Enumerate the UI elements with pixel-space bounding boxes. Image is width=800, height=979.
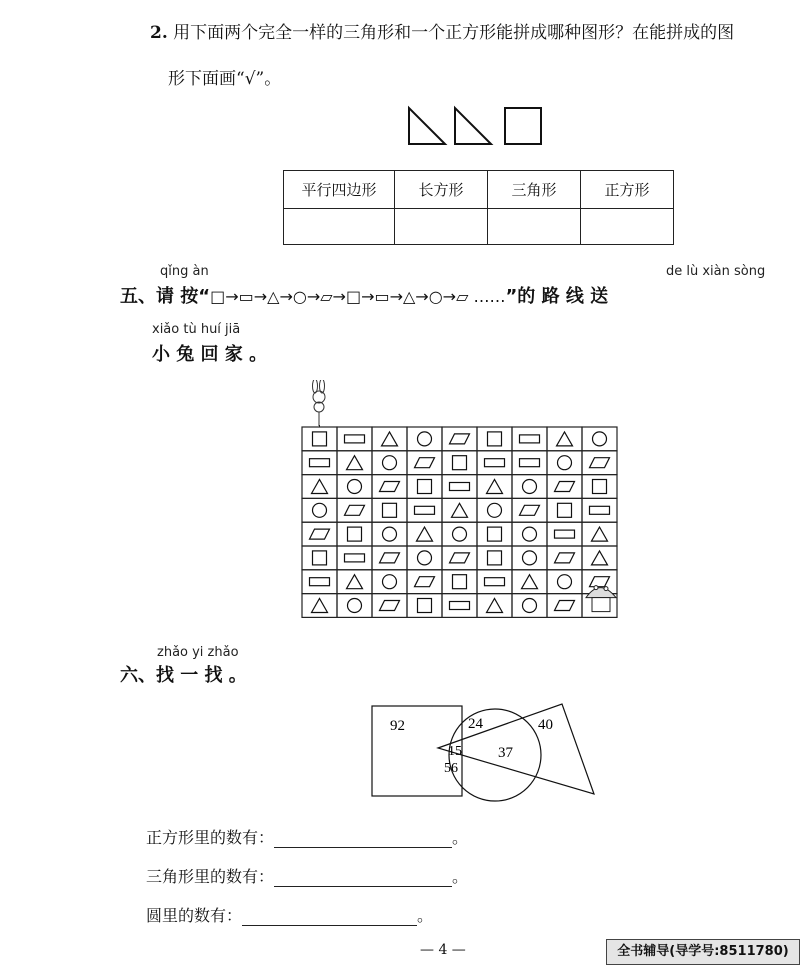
rectangle-shape-mark <box>485 578 505 586</box>
triangle-shape-2 <box>455 108 491 144</box>
header-parallelogram: 平行四边形 <box>284 171 395 209</box>
parallelogram-shape-mark <box>450 434 470 444</box>
maze-cell <box>477 522 512 546</box>
maze-cell <box>547 451 582 475</box>
parallelogram-shape-mark <box>310 529 330 539</box>
rectangle-shape-mark <box>520 459 540 467</box>
maze-cell <box>337 570 372 594</box>
maze-cell <box>372 594 407 618</box>
answer-circle-blank[interactable] <box>242 907 417 926</box>
maze-cell <box>407 570 442 594</box>
maze-cell <box>302 451 337 475</box>
maze-cell <box>337 522 372 546</box>
maze-cell <box>512 570 547 594</box>
house-dot-icon <box>604 587 608 591</box>
maze-cell <box>407 475 442 499</box>
maze-cell <box>372 475 407 499</box>
rectangle-shape-mark <box>450 602 470 610</box>
venn-figure <box>368 700 598 804</box>
rectangle-shape-mark <box>310 578 330 586</box>
maze-cell <box>372 451 407 475</box>
maze-cell <box>407 451 442 475</box>
parallelogram-shape-mark <box>380 482 400 492</box>
circle-shape-mark <box>593 432 607 446</box>
circle-shape-mark <box>348 599 362 613</box>
maze-cell <box>442 522 477 546</box>
maze-cell <box>337 451 372 475</box>
triangle-shape-mark <box>592 527 608 541</box>
triangle-shape-mark <box>557 432 573 446</box>
parallelogram-shape-mark <box>590 577 610 587</box>
parallelogram-shape-mark <box>555 553 575 563</box>
maze-cell <box>407 546 442 570</box>
period-3: 。 <box>417 906 434 925</box>
maze-cell <box>407 427 442 451</box>
maze-cell <box>372 498 407 522</box>
q5-pinyin-right: de lù xiàn sòng <box>666 264 766 279</box>
parallelogram-shape-mark <box>590 458 610 468</box>
maze-cell <box>337 594 372 618</box>
triangle-shape-mark <box>382 432 398 446</box>
maze-cell <box>512 427 547 451</box>
maze-cell <box>477 546 512 570</box>
triangle-shape-mark <box>487 599 503 613</box>
parallelogram-shape-mark <box>345 505 365 515</box>
maze-cell <box>372 570 407 594</box>
answer-triangle-blank[interactable] <box>274 868 452 887</box>
square-shape-mark <box>488 432 502 446</box>
triangle-shape-mark <box>312 480 328 494</box>
maze-cell <box>302 427 337 451</box>
maze-cell <box>512 594 547 618</box>
answer-triangle-label: 三角形里的数有： <box>146 867 275 886</box>
q6-pinyin: zhǎo yi zhǎo <box>157 645 239 660</box>
triangle-shape-mark <box>347 575 363 589</box>
circle-shape-mark <box>453 527 467 541</box>
q5-line-1 <box>120 282 608 308</box>
q5-prefix: 五、请 按“ <box>120 286 211 307</box>
answer-cell-parallelogram[interactable] <box>284 209 395 245</box>
q5-sequence: □→▭→△→○→▱→□→▭→△→○→▱ …… <box>210 287 506 306</box>
triangle-shape-mark <box>522 575 538 589</box>
maze-cell <box>442 475 477 499</box>
maze-cell <box>547 594 582 618</box>
house-body-icon <box>592 598 610 612</box>
answer-square-label: 正方形里的数有： <box>146 828 275 847</box>
maze-cell <box>512 522 547 546</box>
maze-cell <box>302 594 337 618</box>
square-shape-mark <box>348 527 362 541</box>
maze-cell <box>582 451 617 475</box>
parallelogram-shape-mark <box>380 553 400 563</box>
parallelogram-shape-mark <box>450 553 470 563</box>
maze-cell <box>582 498 617 522</box>
circle-shape-mark <box>523 480 537 494</box>
q5-line-2: 小 兔 回 家 。 <box>152 344 268 365</box>
rectangle-shape-mark <box>345 554 365 562</box>
maze-cell <box>302 546 337 570</box>
parallelogram-shape-mark <box>555 601 575 611</box>
q2-line-1 <box>150 18 734 43</box>
maze-cell <box>442 427 477 451</box>
num-56: 56 <box>444 761 458 776</box>
header-rectangle: 长方形 <box>395 171 488 209</box>
circle-shape-mark <box>313 503 327 517</box>
q5-pinyin-2: xiǎo tù huí jiā <box>152 322 241 337</box>
maze-cell <box>372 427 407 451</box>
circle-shape-mark <box>488 503 502 517</box>
maze-cell <box>337 546 372 570</box>
answer-cell-triangle[interactable] <box>488 209 581 245</box>
maze-cell <box>582 522 617 546</box>
circle-shape-mark <box>523 551 537 565</box>
q2-answer-table <box>283 170 674 245</box>
period-1: 。 <box>452 828 469 847</box>
num-92: 92 <box>390 718 405 734</box>
maze-cell <box>547 427 582 451</box>
circle-shape-mark <box>558 575 572 589</box>
triangle-shape-mark <box>452 503 468 517</box>
maze-cell <box>372 522 407 546</box>
parallelogram-shape-mark <box>520 505 540 515</box>
answer-square-line <box>146 825 468 848</box>
maze-cell <box>302 570 337 594</box>
circle-shape-mark <box>523 527 537 541</box>
circle-shape-mark <box>418 551 432 565</box>
q5-suffix: ”的 路 线 送 <box>505 286 609 307</box>
square-shape <box>505 108 541 144</box>
maze-cell <box>582 546 617 570</box>
maze-cell <box>512 475 547 499</box>
answer-cell-rectangle[interactable] <box>395 209 488 245</box>
circle-shape-mark <box>383 575 397 589</box>
maze-cell <box>442 570 477 594</box>
rectangle-shape-mark <box>485 459 505 467</box>
maze-cell <box>582 475 617 499</box>
circle-shape-mark <box>418 432 432 446</box>
header-triangle: 三角形 <box>488 171 581 209</box>
square-shape-mark <box>313 551 327 565</box>
triangle-shape-1 <box>409 108 445 144</box>
maze-cell <box>512 546 547 570</box>
square-shape-mark <box>313 432 327 446</box>
rectangle-shape-mark <box>590 506 610 514</box>
triangle-shape-mark <box>487 480 503 494</box>
maze-cell <box>547 546 582 570</box>
square-shape-mark <box>488 551 502 565</box>
rectangle-shape-mark <box>310 459 330 467</box>
q5-pinyin-left: qǐng àn <box>160 264 209 279</box>
maze-cell <box>372 546 407 570</box>
circle-shape-mark <box>348 480 362 494</box>
parallelogram-shape-mark <box>415 577 435 587</box>
maze-cell <box>337 498 372 522</box>
square-shape-mark <box>453 575 467 589</box>
house-roof-icon <box>586 588 616 598</box>
square-shape-mark <box>383 503 397 517</box>
maze-cell <box>477 570 512 594</box>
q2-shapes <box>405 104 545 148</box>
maze-cell <box>337 475 372 499</box>
q6-title: 六、找 一 找 。 <box>120 665 247 686</box>
house-dot-icon <box>594 586 598 590</box>
rectangle-shape-mark <box>345 435 365 443</box>
circle-shape-mark <box>523 599 537 613</box>
parallelogram-shape-mark <box>415 458 435 468</box>
square-shape-mark <box>453 456 467 470</box>
maze-cell <box>477 451 512 475</box>
num-15: 15 <box>448 744 462 759</box>
square-shape-mark <box>418 480 432 494</box>
num-40: 40 <box>538 717 553 733</box>
maze-grid <box>300 425 640 625</box>
rabbit-icon <box>303 380 333 428</box>
q2-text-2: 形下面画“√”。 <box>168 69 282 89</box>
square-shape-mark <box>418 599 432 613</box>
triangle-shape-mark <box>592 551 608 565</box>
answer-circle-line <box>146 903 433 926</box>
parallelogram-shape-mark <box>555 482 575 492</box>
rectangle-shape-mark <box>415 506 435 514</box>
answer-circle-label: 圆里的数有： <box>146 906 243 925</box>
maze-cell <box>477 427 512 451</box>
period-2: 。 <box>452 867 469 886</box>
maze-cell <box>337 427 372 451</box>
rectangle-shape-mark <box>520 435 540 443</box>
maze-cell <box>582 427 617 451</box>
maze-cell <box>407 594 442 618</box>
answer-square-blank[interactable] <box>274 829 452 848</box>
maze-cell <box>547 570 582 594</box>
maze-cell <box>547 475 582 499</box>
maze-cell <box>477 498 512 522</box>
maze-cell <box>512 498 547 522</box>
maze-cell <box>442 451 477 475</box>
triangle-shape-mark <box>347 456 363 470</box>
maze-cell <box>477 594 512 618</box>
rectangle-shape-mark <box>555 530 575 538</box>
square-shape-mark <box>558 503 572 517</box>
maze-cell <box>407 498 442 522</box>
circle-shape-mark <box>383 456 397 470</box>
q2-answer-row <box>284 209 674 245</box>
square-shape-mark <box>593 480 607 494</box>
maze-cell <box>547 522 582 546</box>
maze-cell <box>547 498 582 522</box>
q2-header-row <box>284 171 674 209</box>
page-number: — 4 — <box>420 942 466 958</box>
rectangle-shape-mark <box>450 483 470 491</box>
q2-text-1: 用下面两个完全一样的三角形和一个正方形能拼成哪种图形？在能拼成的图 <box>173 23 735 43</box>
circle-shape-mark <box>558 456 572 470</box>
answer-triangle-line <box>146 864 468 887</box>
num-37: 37 <box>498 745 513 761</box>
triangle-shape-mark <box>417 527 433 541</box>
maze-cell <box>512 451 547 475</box>
maze-cell <box>302 475 337 499</box>
q2-number: 2. <box>150 23 168 43</box>
triangle-shape-mark <box>312 599 328 613</box>
maze-cell <box>442 546 477 570</box>
maze-cell <box>302 498 337 522</box>
square-shape-mark <box>488 527 502 541</box>
maze-cell <box>407 522 442 546</box>
num-24: 24 <box>468 716 483 732</box>
maze-cell <box>477 475 512 499</box>
parallelogram-shape-mark <box>380 601 400 611</box>
maze-cell <box>442 594 477 618</box>
maze-cell <box>442 498 477 522</box>
header-square: 正方形 <box>581 171 674 209</box>
circle-shape-mark <box>383 527 397 541</box>
answer-cell-square[interactable] <box>581 209 674 245</box>
maze-cell <box>302 522 337 546</box>
footer-box: 全书辅导(导学号:8511780) <box>606 939 800 965</box>
